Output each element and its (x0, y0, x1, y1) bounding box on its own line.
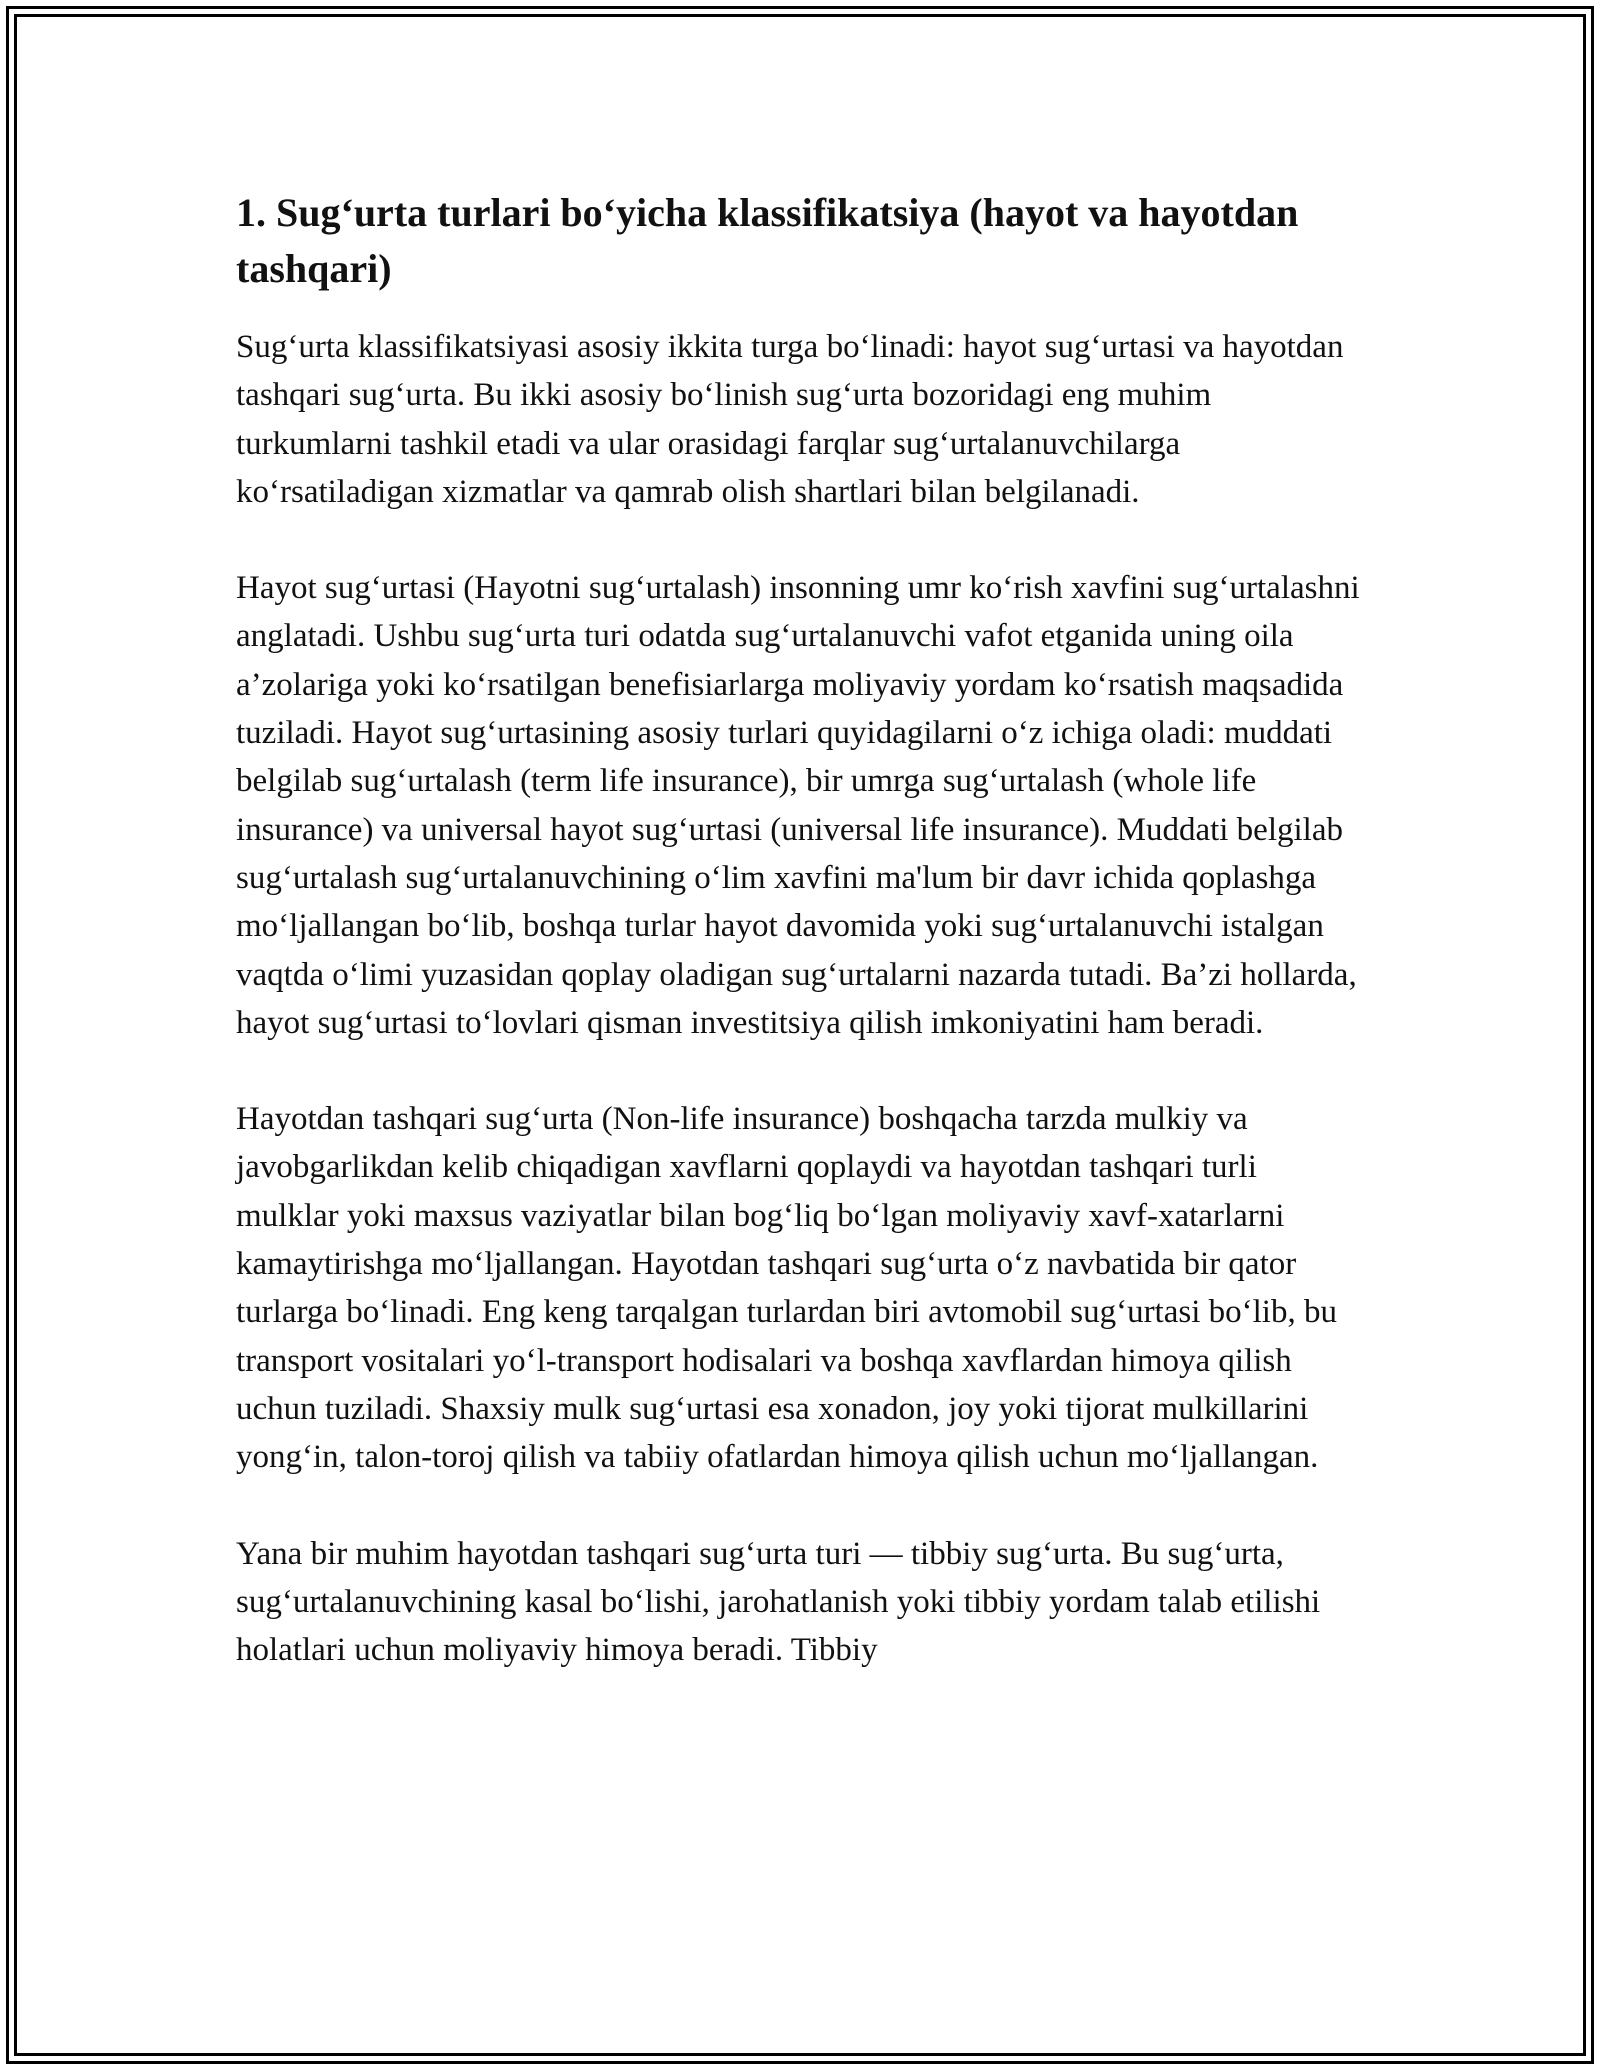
paragraph-life-insurance: Hayot sug‘urtasi (Hayotni sug‘urtalash) insonning umr ko‘rish xavfini sug‘urtalashni anglatadi. Ushbu sug‘urta turi odatda sug‘urtalanuvchi vafot etganida uning oila a’zolariga yoki ko‘rsatilgan benefisiarlarga moliyaviy yordam ko‘rsatish maqsadida tuziladi. Hayot sug‘urtasining asosiy turlari quyidagilarni o‘z ichiga oladi: muddati belgilab sug‘urtalash (term life insurance), bir umrga sug‘urtalash (whole life insurance) va universal hayot sug‘urtasi (universal life insurance). Muddati belgilab sug‘urtalash sug‘urtalanuvchining o‘lim xavfini ma'lum bir davr ichida qoplashga mo‘ljallangan bo‘lib, boshqa turlar hayot davomida yoki sug‘urtalanuvchi istalgan vaqtda o‘limi yuzasidan qoplay oladigan sug‘urtalarni nazarda tutadi. Ba’zi hollarda, hayot sug‘urtasi to‘lovlari qisman investitsiya qilish imkoniyatini ham beradi. (236, 570, 1360, 1041)
paragraph-health-insurance: Yana bir muhim hayotdan tashqari sug‘urta turi — tibbiy sug‘urta. Bu sug‘urta, sug‘urtalanuvchining kasal bo‘lishi, jarohatlanish yoki tibbiy yordam talab etilishi holatlari uchun moliyaviy himoya beradi. Tibbiy (236, 1535, 1321, 1669)
section-heading: 1. Sug‘urta turlari bo‘yicha klassifikatsiya (hayot va hayotdan tashqari) (236, 190, 1299, 291)
paragraph-intro: Sug‘urta klassifikatsiyasi asosiy ikkita turga bo‘linadi: hayot sug‘urtasi va hayotdan tashqari sug‘urta. Bu ikki asosiy bo‘linish sug‘urta bozoridagi eng muhim turkumlarni tashkil etadi va ular orasidagi farqlar sug‘urtalanuvchilarga ko‘rsatiladigan xizmatlar va qamrab olish shartlari bilan belgilanadi. (236, 329, 1344, 510)
paragraph-non-life-insurance: Hayotdan tashqari sug‘urta (Non-life insurance) boshqacha tarzda mulkiy va javobgarlikdan kelib chiqadigan xavflarni qoplaydi va hayotdan tashqari turli mulklar yoki maxsus vaziyatlar bilan bog‘liq bo‘lgan moliyaviy xavf-xatarlarni kamaytirishga mo‘ljallangan. Hayotdan tashqari sug‘urta o‘z navbatida bir qator turlarga bo‘linadi. Eng keng tarqalgan turlardan biri avtomobil sug‘urtasi bo‘lib, bu transport vositalari yo‘l-transport hodisalari va boshqa xavflardan himoya qilish uchun tuziladi. Shaxsiy mulk sug‘urtasi esa xonadon, joy yoki tijorat mulkillarini yong‘in, talon-toroj qilish va tabiiy ofatlardan himoya qilish uchun mo‘ljallangan. (236, 1101, 1337, 1476)
document-body (236, 185, 1366, 1722)
